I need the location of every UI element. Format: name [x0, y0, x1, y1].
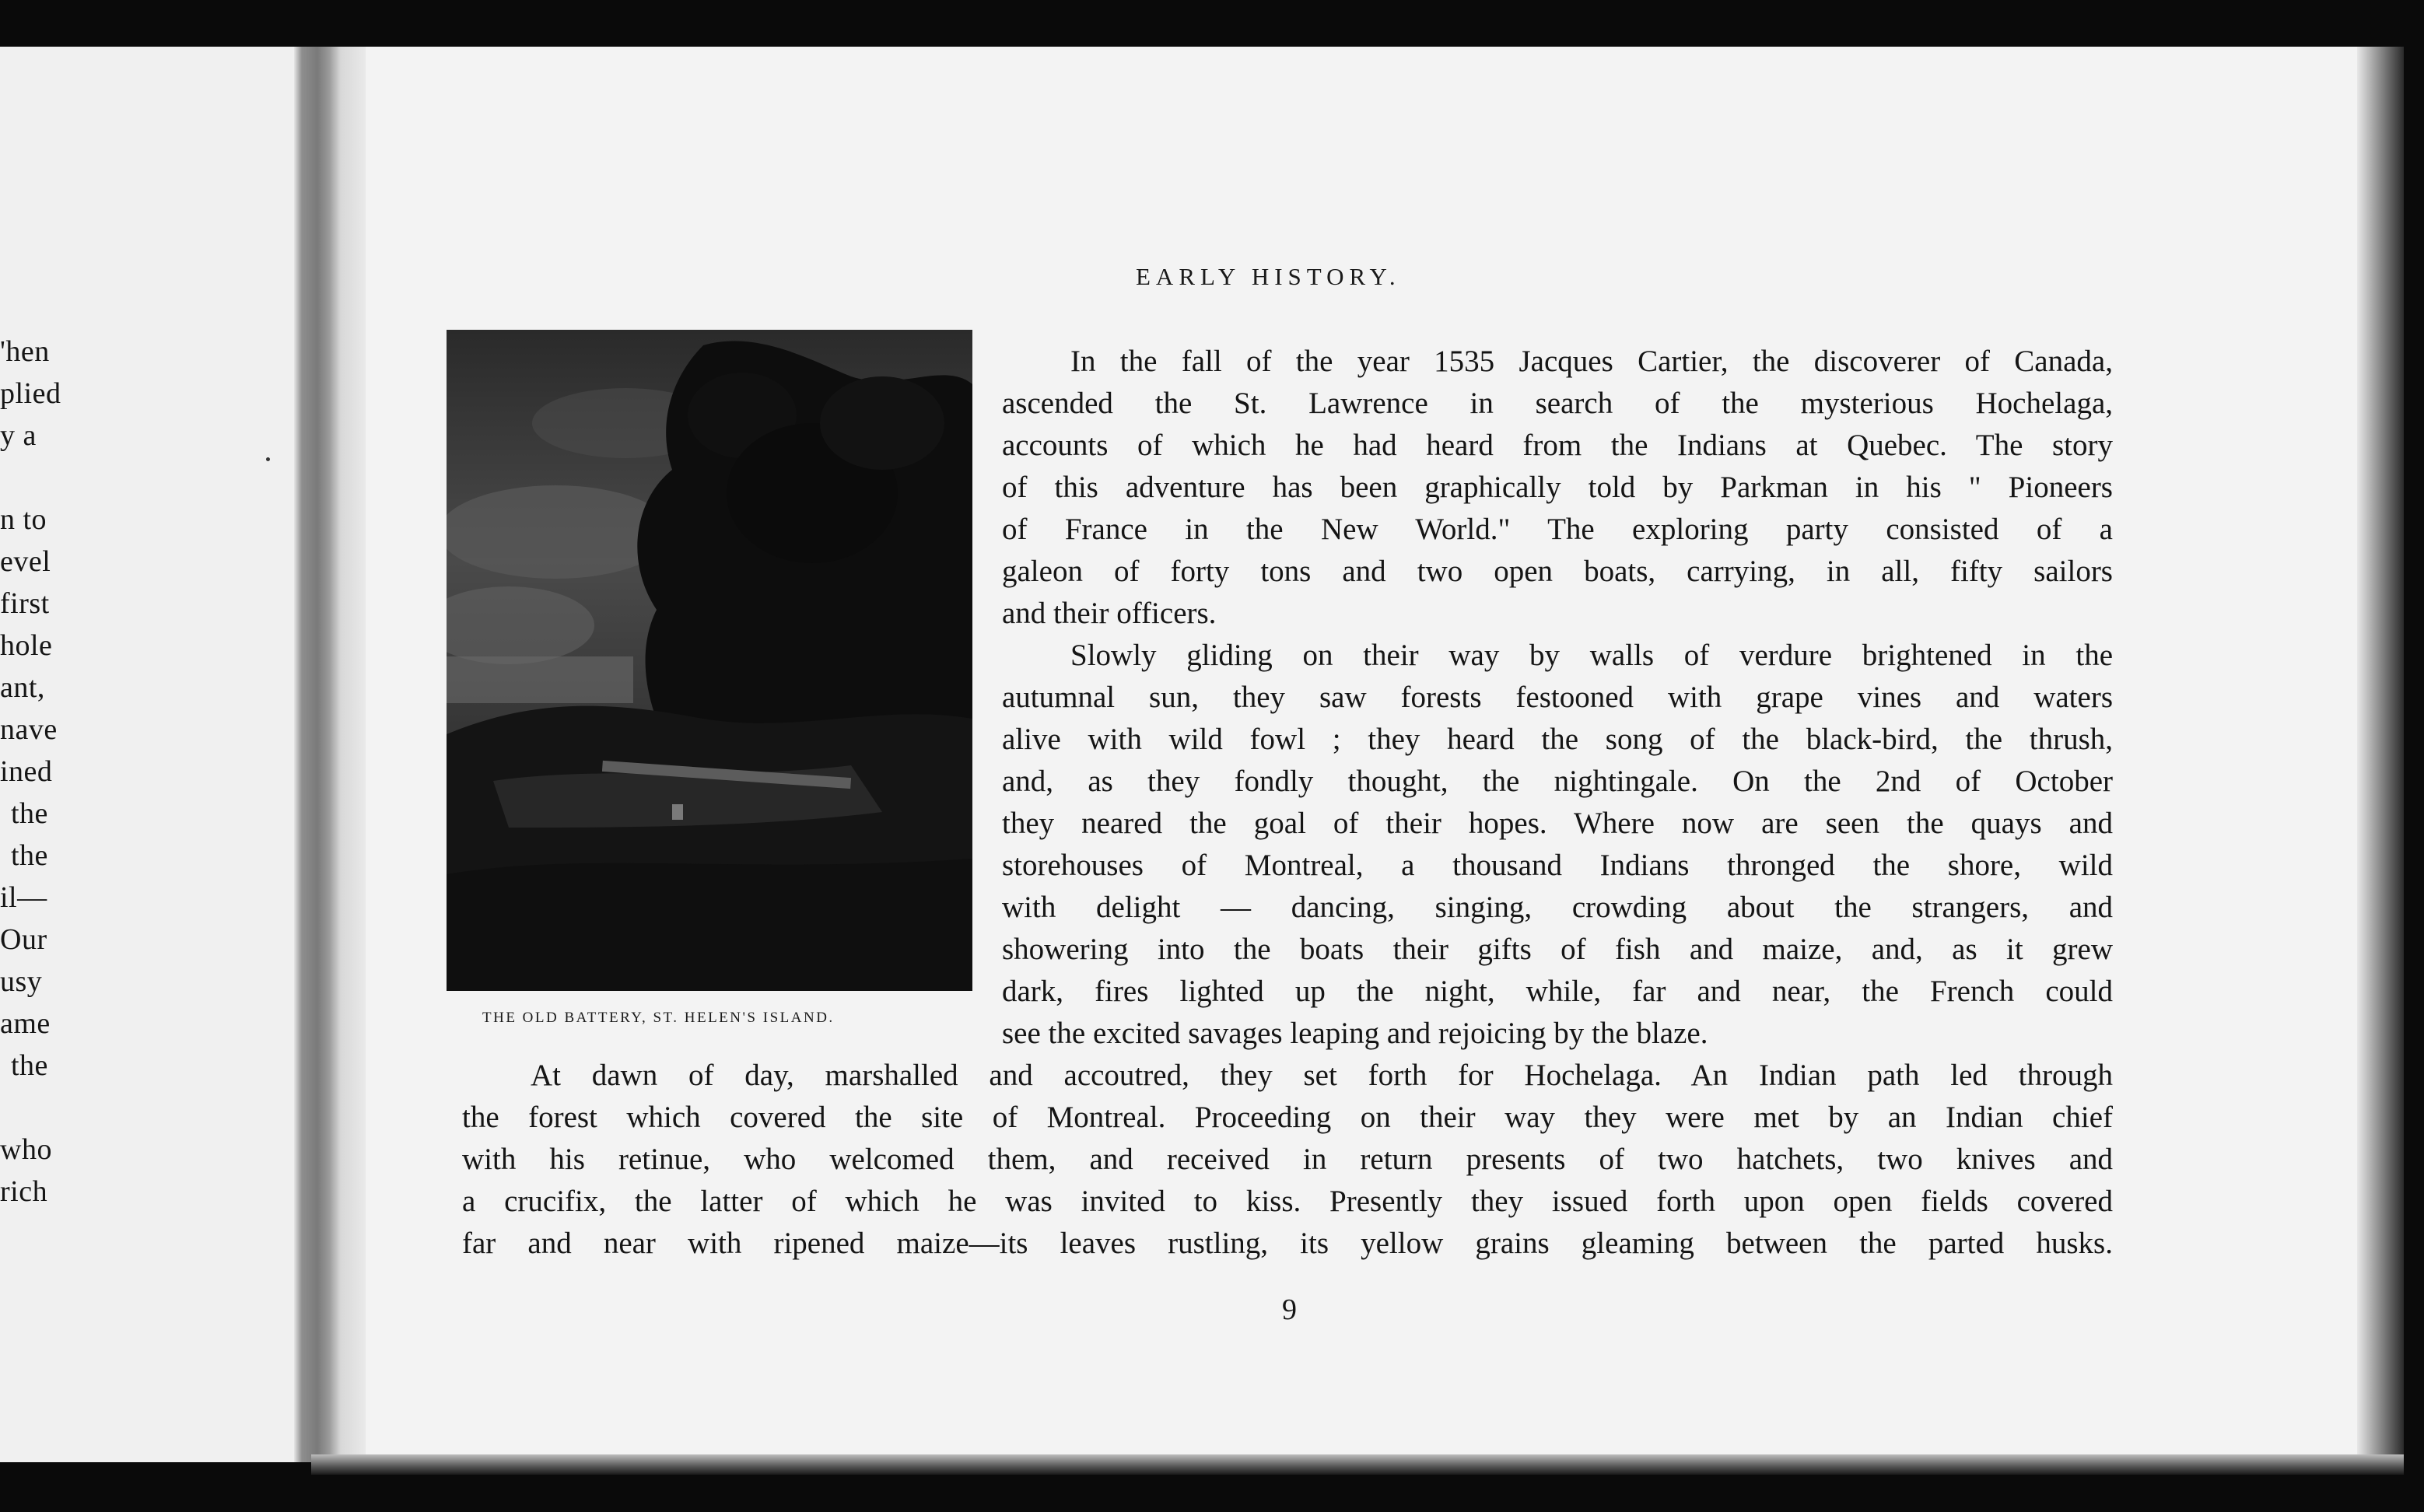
text-line: the forest which covered the site of Montreal. Proceeding on their way they were met by an Indian chief [462, 1101, 2113, 1134]
speck [266, 457, 270, 461]
text-line: ascended the St. Lawrence in search of the mysterious Hochelaga, [1002, 387, 2113, 420]
left-page-fragment: the [11, 797, 48, 830]
page-number: 9 [1282, 1293, 1297, 1326]
page-heading: EARLY HISTORY. [1136, 263, 1401, 290]
left-page-fragment: hole [0, 629, 53, 662]
text-line: with his retinue, who welcomed them, and received in return presents of two hatchets, two knives and [462, 1143, 2113, 1176]
text-line: dark, fires lighted up the night, while, far and near, the French could [1002, 975, 2113, 1008]
illustration-caption: THE OLD BATTERY, ST. HELEN'S ISLAND. [482, 1010, 835, 1026]
left-page-fragment: Our [0, 923, 47, 956]
page-bottom-edge [311, 1454, 2404, 1475]
left-facing-page [0, 47, 296, 1462]
text-line: of this adventure has been graphically told by Parkman in his " Pioneers [1002, 471, 2113, 504]
illustration-old-battery [447, 330, 972, 991]
left-page-fragment: 'hen [0, 335, 50, 368]
text-line: galeon of forty tons and two open boats, carrying, in all, fifty sailors [1002, 555, 2113, 588]
text-line: storehouses of Montreal, a thousand Indians thronged the shore, wild [1002, 849, 2113, 882]
text-line: autumnal sun, they saw forests festooned with grape vines and waters [1002, 681, 2113, 714]
left-page-fragment: first [0, 587, 50, 620]
left-page-fragment: plied [0, 377, 61, 410]
text-line: and their officers. [1002, 597, 1217, 630]
book-gutter [294, 47, 372, 1462]
left-page-fragment: y a [0, 419, 37, 452]
text-line: with delight — dancing, singing, crowding about the strangers, and [1002, 891, 2113, 924]
text-line: In the fall of the year 1535 Jacques Cartier, the discoverer of Canada, [1070, 345, 2113, 378]
text-line: and, as they fondly thought, the nightingale. On the 2nd of October [1002, 765, 2113, 798]
text-line: far and near with ripened maize—its leaves rustling, its yellow grains gleaming between the parted husks. [462, 1227, 2113, 1260]
text-line: showering into the boats their gifts of fish and maize, and, as it grew [1002, 933, 2113, 966]
text-line: a crucifix, the latter of which he was invited to kiss. Presently they issued forth upon open fields covered [462, 1185, 2113, 1218]
left-page-fragment: il— [0, 881, 47, 914]
engraving-image [447, 330, 972, 991]
left-page-fragment: rich [0, 1175, 48, 1208]
text-line: of France in the New World." The exploring party consisted of a [1002, 513, 2113, 546]
left-page-fragment: the [11, 839, 48, 872]
left-page-fragment: ant, [0, 671, 45, 704]
left-page-fragment: ined [0, 755, 53, 788]
left-page-fragment: the [11, 1049, 48, 1082]
page-edge [2357, 47, 2404, 1470]
text-line: At dawn of day, marshalled and accoutred, they set forth for Hochelaga. An Indian path led through [531, 1059, 2113, 1092]
text-line: accounts of which he had heard from the Indians at Quebec. The story [1002, 429, 2113, 462]
left-page-fragment: who [0, 1133, 52, 1166]
left-page-fragment: usy [0, 965, 43, 998]
text-line: Slowly gliding on their way by walls of verdure brightened in the [1070, 639, 2113, 672]
left-page-fragment: nave [0, 713, 58, 746]
left-page-fragment: evel [0, 545, 51, 578]
text-line: alive with wild fowl ; they heard the song of the black-bird, the thrush, [1002, 723, 2113, 756]
text-line: they neared the goal of their hopes. Where now are seen the quays and [1002, 807, 2113, 840]
text-line: see the excited savages leaping and rejoicing by the blaze. [1002, 1017, 1708, 1050]
left-page-fragment: n to [0, 503, 47, 536]
left-page-fragment: ame [0, 1007, 51, 1040]
